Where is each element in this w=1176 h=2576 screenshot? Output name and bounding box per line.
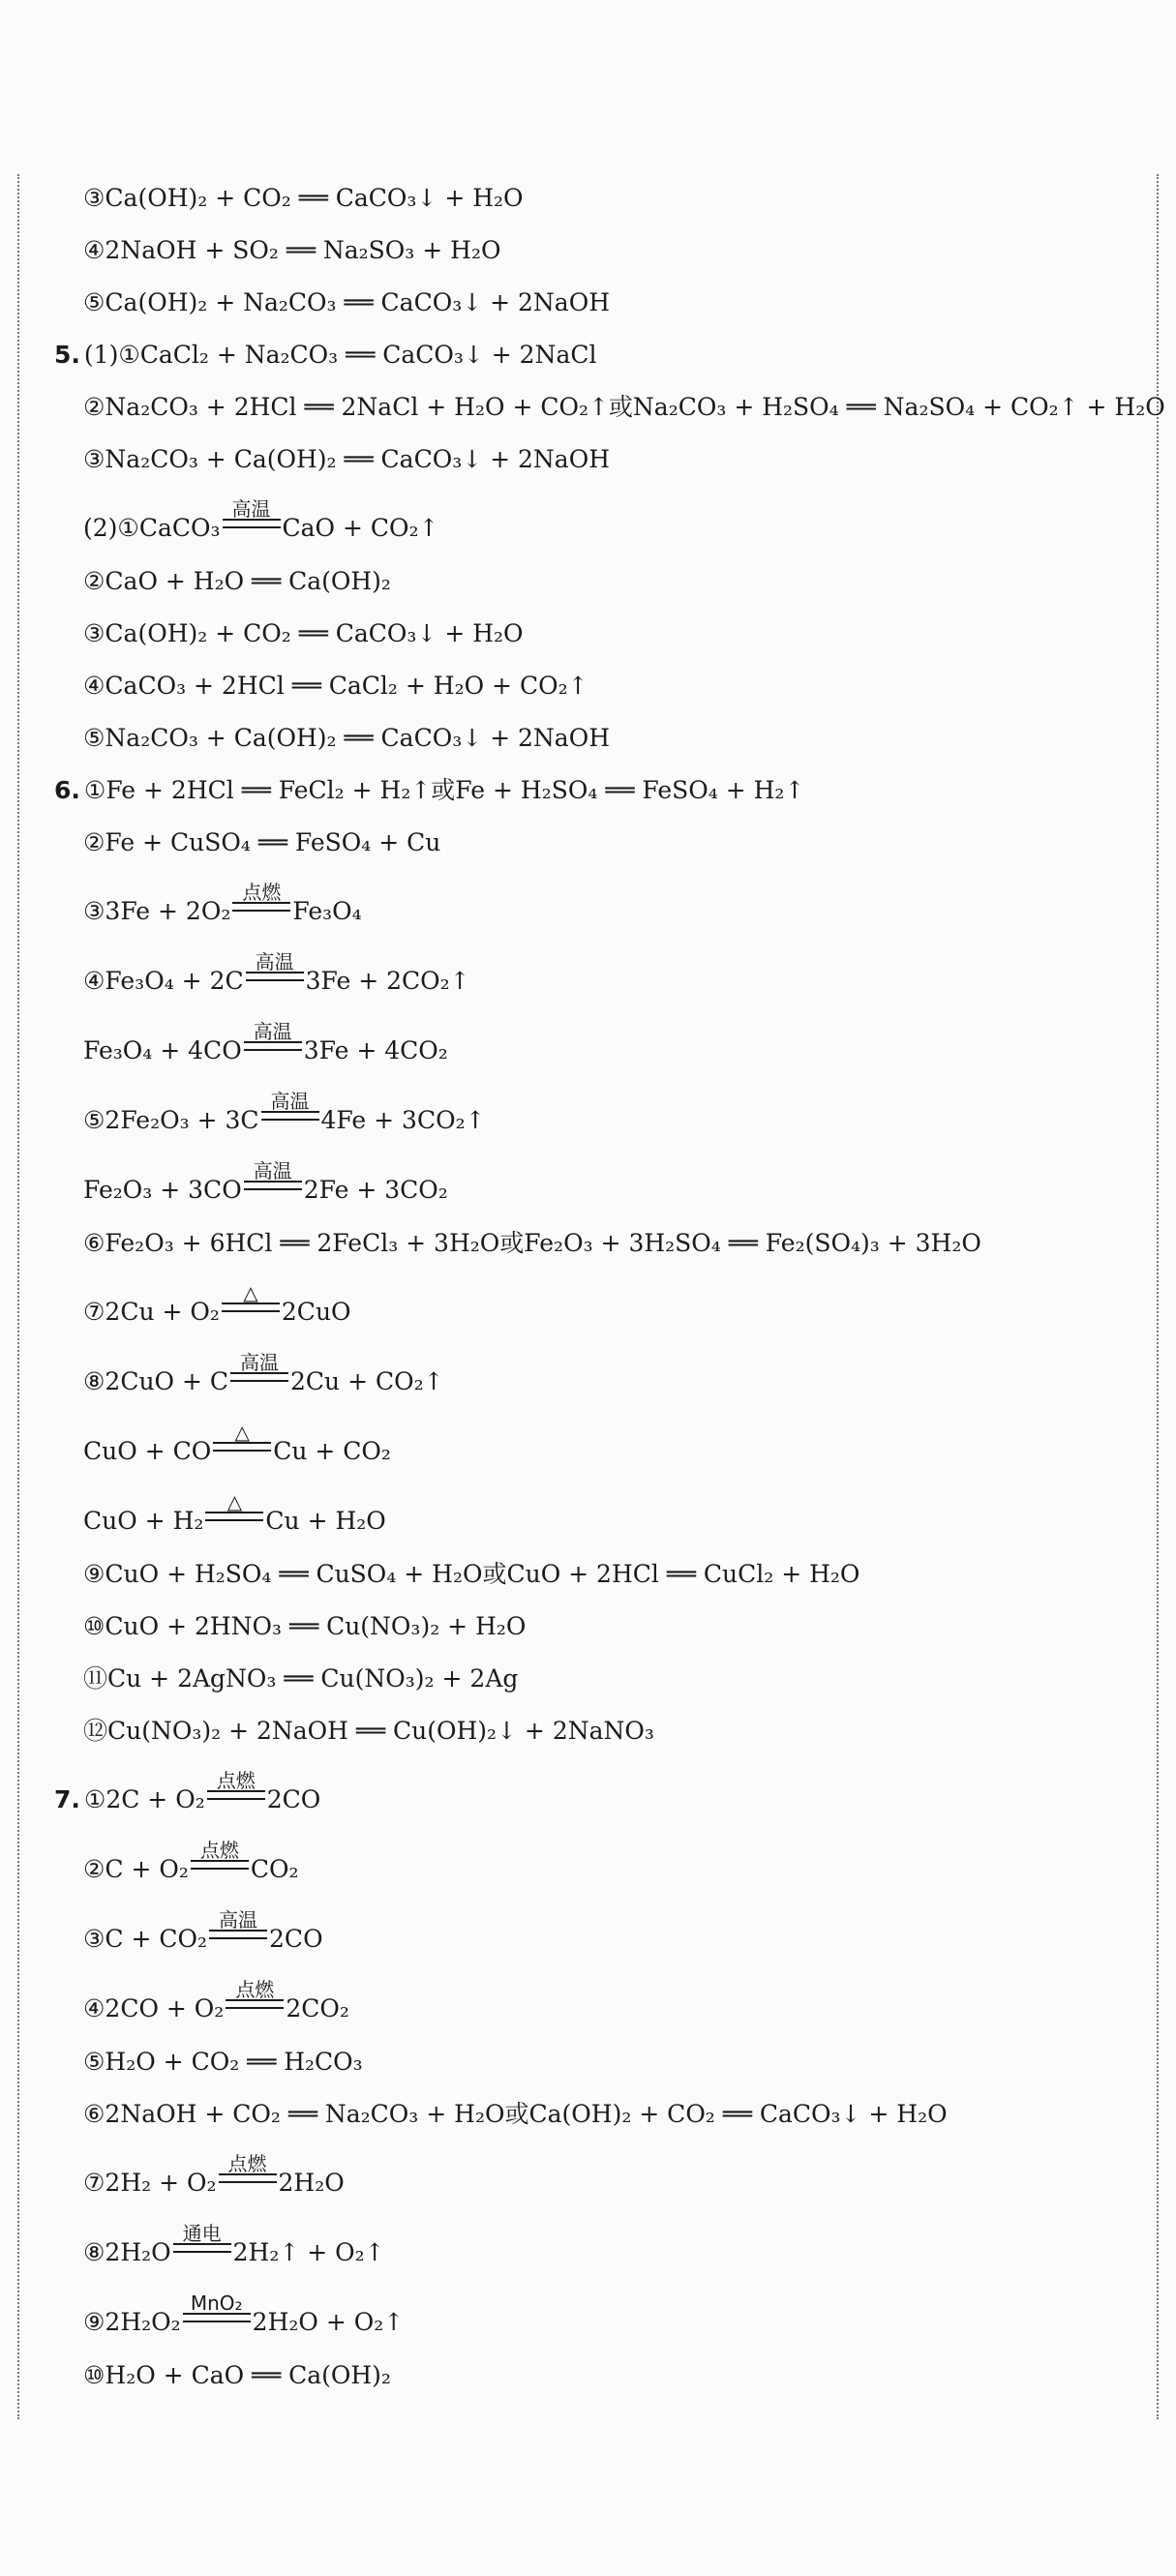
equation-text: 2CO xyxy=(269,1925,323,1953)
equation-line xyxy=(54,1270,1138,1339)
left-dotted-margin xyxy=(17,174,19,2419)
equation-text: ⑩CuO + 2HNO₃ ══ Cu(NO₃)₂ + H₂O xyxy=(83,1612,527,1640)
equation-line xyxy=(54,764,1138,817)
reaction-condition-sign xyxy=(261,1090,319,1128)
equation-line xyxy=(54,172,1138,225)
equation-line xyxy=(54,869,1138,939)
reaction-condition-sign xyxy=(222,1281,280,1320)
equation-text: ④2CO + O₂ xyxy=(83,1994,225,2022)
equation-text: ③Na₂CO₃ + Ca(OH)₂ ══ CaCO₃↓ + 2NaOH xyxy=(83,445,611,473)
equation-text: ④CaCO₃ + 2HCl ══ CaCl₂ + H₂O + CO₂↑ xyxy=(83,672,588,700)
equation-text: ③C + CO₂ xyxy=(83,1925,208,1953)
equation-text: ⑤Ca(OH)₂ + Na₂CO₃ ══ CaCO₃↓ + 2NaOH xyxy=(83,288,611,316)
equation-text: ④2NaOH + SO₂ ══ Na₂SO₃ + H₂O xyxy=(83,236,501,264)
equation-text: 2H₂O xyxy=(278,2169,345,2197)
equation-text: ③3Fe + 2O₂ xyxy=(83,897,231,925)
equation-text: 3Fe + 4CO₂ xyxy=(303,1036,448,1064)
equation-text: ④Fe₃O₄ + 2C xyxy=(83,967,244,995)
equation-text: 2Cu + CO₂↑ xyxy=(290,1367,444,1395)
equation-text: 4Fe + 3CO₂↑ xyxy=(320,1106,486,1134)
equation-line xyxy=(54,555,1138,608)
equation-line xyxy=(54,2280,1138,2350)
equation-text: ②Fe + CuSO₄ ══ FeSO₄ + Cu xyxy=(83,828,441,856)
equation-line xyxy=(54,381,1165,434)
condition-label: 点燃 xyxy=(235,1978,275,2001)
equation-text: 3Fe + 2CO₂↑ xyxy=(305,967,470,995)
equation-text: ⑦2H₂ + O₂ xyxy=(83,2169,217,2197)
condition-label: 点燃 xyxy=(216,1769,256,1792)
equation-text: Fe₃O₄ xyxy=(292,897,362,925)
equation-line xyxy=(54,1148,1138,1217)
equation-text: ⑪Cu + 2AgNO₃ ══ Cu(NO₃)₂ + 2Ag xyxy=(83,1664,519,1692)
equation-line xyxy=(54,1217,1138,1270)
equation-line xyxy=(54,660,1138,712)
question-number: 6. xyxy=(54,776,80,804)
equation-text: Cu + CO₂ xyxy=(273,1437,391,1465)
condition-label: 通电 xyxy=(182,2222,222,2245)
equation-line xyxy=(54,1548,1138,1601)
condition-label: 高温 xyxy=(253,1020,292,1043)
equation-line xyxy=(54,1705,1138,1757)
equation-line xyxy=(54,2350,1138,2402)
condition-label: 高温 xyxy=(231,497,271,521)
condition-label: 高温 xyxy=(270,1090,310,1113)
reaction-condition-sign xyxy=(209,1908,267,1947)
equation-text: ⑤H₂O + CO₂ ══ H₂CO₃ xyxy=(83,2048,363,2076)
equation-line xyxy=(54,2088,1138,2141)
reaction-condition-sign xyxy=(207,1769,265,1808)
equation-text: ⑤2Fe₂O₃ + 3C xyxy=(83,1106,259,1134)
equation-text: CuO + H₂ xyxy=(83,1507,204,1535)
equation-line xyxy=(54,277,1138,329)
equation-line xyxy=(54,939,1138,1008)
question-number: 5. xyxy=(54,341,80,369)
condition-label: 点燃 xyxy=(227,2152,267,2175)
condition-label: △ xyxy=(234,1421,250,1444)
equation-line xyxy=(54,1897,1138,1966)
equation-text: ③Ca(OH)₂ + CO₂ ══ CaCO₃↓ + H₂O xyxy=(83,619,524,647)
reaction-condition-sign xyxy=(223,497,281,536)
equation-text: CO₂ xyxy=(250,1855,299,1883)
reaction-condition-sign xyxy=(244,1020,302,1059)
equation-line xyxy=(54,1601,1138,1653)
reaction-condition-sign xyxy=(183,2291,251,2330)
reaction-condition-sign xyxy=(173,2222,231,2261)
equation-text: Cu + H₂O xyxy=(265,1507,386,1535)
equation-line xyxy=(54,1078,1138,1148)
equation-text: 2CO₂ xyxy=(286,1994,349,2022)
condition-label: 高温 xyxy=(219,1908,258,1932)
equation-text: ①Fe + 2HCl ══ FeCl₂ + H₂↑或Fe + H₂SO₄ ══ FeSO₄ + H₂↑ xyxy=(83,776,805,804)
equation-line xyxy=(54,2036,1138,2088)
equation-line xyxy=(54,1827,1138,1897)
equation-text: ②Na₂CO₃ + 2HCl ══ 2NaCl + H₂O + CO₂↑或Na₂CO₃ + H₂SO₄ ══ Na₂SO₄ + CO₂↑ + H₂O xyxy=(83,393,1165,421)
equation-line xyxy=(54,329,1138,381)
equation-line xyxy=(54,1479,1138,1548)
equation-line xyxy=(54,486,1138,555)
equation-text: ⑨2H₂O₂ xyxy=(83,2308,181,2336)
reaction-condition-sign xyxy=(244,1159,302,1198)
condition-label: △ xyxy=(226,1490,243,1513)
equation-text: Fe₃O₄ + 4CO xyxy=(83,1036,242,1064)
reaction-condition-sign xyxy=(191,1839,249,1877)
reaction-condition-sign xyxy=(230,1351,288,1390)
right-dotted-margin xyxy=(1157,174,1159,2419)
equation-line xyxy=(54,1966,1138,2036)
equation-text: 2CO xyxy=(266,1785,321,1813)
condition-label: 高温 xyxy=(240,1351,280,1374)
reaction-condition-sign xyxy=(232,881,290,919)
condition-label: 点燃 xyxy=(199,1839,239,1862)
equation-line xyxy=(54,712,1138,764)
equation-line xyxy=(54,817,1138,869)
condition-label: 点燃 xyxy=(242,881,282,904)
reaction-condition-sign xyxy=(246,950,304,989)
condition-label: 高温 xyxy=(253,1159,292,1183)
equation-text: CuO + CO xyxy=(83,1437,212,1465)
equation-text: (1)①CaCl₂ + Na₂CO₃ ══ CaCO₃↓ + 2NaCl xyxy=(83,341,597,369)
equation-text: ⑥2NaOH + CO₂ ══ Na₂CO₃ + H₂O或Ca(OH)₂ + CO₂ ══ CaCO₃↓ + H₂O xyxy=(83,2100,948,2128)
equation-text: ⑦2Cu + O₂ xyxy=(83,1298,220,1326)
equation-text: (2)①CaCO₃ xyxy=(83,514,221,542)
reaction-condition-sign xyxy=(226,1978,284,2017)
equation-text: 2H₂↑ + O₂↑ xyxy=(232,2238,385,2266)
equation-text: ⑧2H₂O xyxy=(83,2238,171,2266)
equation-text: ⑥Fe₂O₃ + 6HCl ══ 2FeCl₃ + 3H₂O或Fe₂O₃ + 3H₂SO₄ ══ Fe₂(SO₄)₃ + 3H₂O xyxy=(83,1229,981,1257)
equation-text: ⑨CuO + H₂SO₄ ══ CuSO₄ + H₂O或CuO + 2HCl ══ CuCl₂ + H₂O xyxy=(83,1560,860,1588)
reaction-condition-sign xyxy=(213,1421,271,1459)
equation-text: Fe₂O₃ + 3CO xyxy=(83,1176,242,1204)
equation-text: 2CuO xyxy=(281,1298,351,1326)
condition-label: MnO₂ xyxy=(190,2291,243,2315)
equation-text: ⑧2CuO + C xyxy=(83,1367,229,1395)
equation-text: ⑩H₂O + CaO ══ Ca(OH)₂ xyxy=(83,2361,391,2389)
condition-label: △ xyxy=(243,1281,258,1304)
answer-sheet xyxy=(54,172,1165,2402)
equation-line xyxy=(54,2210,1138,2280)
equation-line xyxy=(54,1008,1138,1078)
equation-text: 2Fe + 3CO₂ xyxy=(303,1176,448,1204)
equation-line xyxy=(54,2141,1138,2210)
reaction-condition-sign xyxy=(219,2152,277,2191)
equation-line xyxy=(54,1757,1138,1827)
equation-line xyxy=(54,1339,1138,1409)
equation-line xyxy=(54,434,1138,486)
question-number: 7. xyxy=(54,1785,80,1813)
equation-text: ②CaO + H₂O ══ Ca(OH)₂ xyxy=(83,567,391,595)
equation-text: ⑤Na₂CO₃ + Ca(OH)₂ ══ CaCO₃↓ + 2NaOH xyxy=(83,724,611,752)
equation-text: ⑫Cu(NO₃)₂ + 2NaOH ══ Cu(OH)₂↓ + 2NaNO₃ xyxy=(83,1717,654,1745)
equation-text: ①2C + O₂ xyxy=(83,1785,205,1813)
equation-line xyxy=(54,1409,1138,1479)
equation-line xyxy=(54,608,1138,660)
condition-label: 高温 xyxy=(255,950,294,973)
reaction-condition-sign xyxy=(205,1490,263,1529)
equation-line xyxy=(54,225,1138,277)
equation-line xyxy=(54,1653,1138,1705)
equation-text: CaO + CO₂↑ xyxy=(282,514,439,542)
equation-text: ②C + O₂ xyxy=(83,1855,189,1883)
equation-text: ③Ca(OH)₂ + CO₂ ══ CaCO₃↓ + H₂O xyxy=(83,184,524,212)
equation-text: 2H₂O + O₂↑ xyxy=(252,2308,405,2336)
